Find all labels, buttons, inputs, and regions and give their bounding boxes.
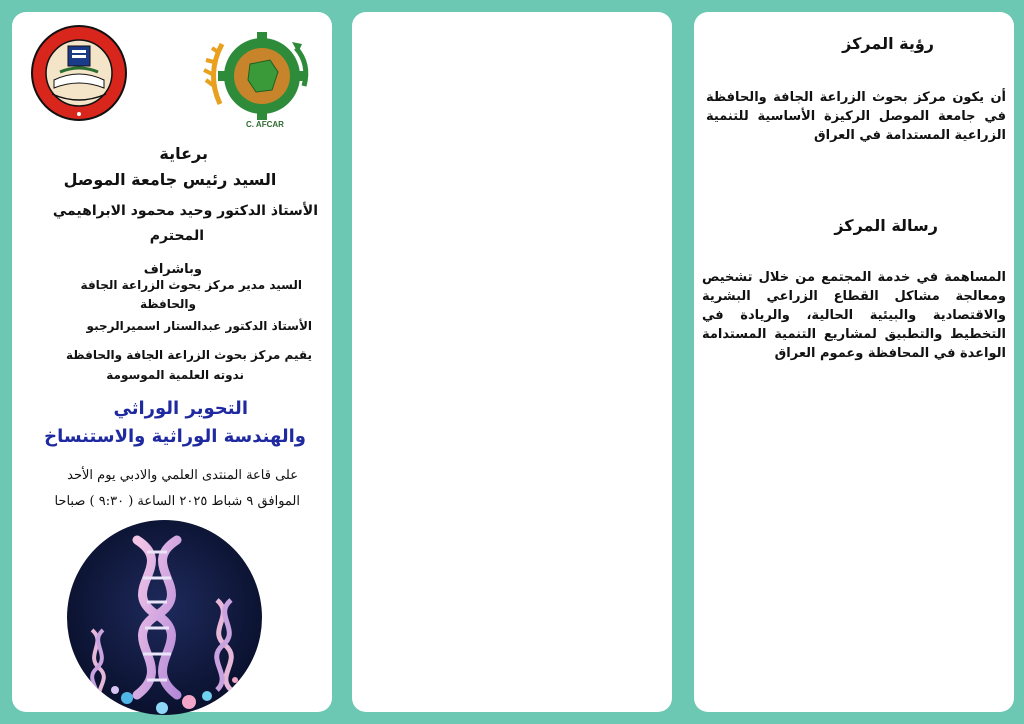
university-mosul-logo: [30, 24, 128, 126]
director-title-line-1: السيد مدير مركز بحوث الزراعة الجافة: [80, 278, 302, 292]
right-panel: [694, 12, 1014, 712]
left-panel: [12, 12, 332, 712]
president-line: السيد رئيس جامعة الموصل: [63, 170, 277, 189]
seminar-title-line-2: والهندسة الوراثية والاستنساخ: [44, 426, 306, 447]
afcar-logo-label: C. AFCAR: [246, 120, 284, 129]
seminar-title-line-1: التحوير الوراثي: [113, 398, 248, 419]
vision-text: أن يكون مركز بحوث الزراعة الجافة والحافظة في جامعة الموصل الركيزة الأساسية للتنمية الزراعية المستدامة في العراق: [706, 90, 1006, 143]
director-name: الأستاذ الدكتور عبدالستار اسميرالرجبو: [86, 319, 312, 333]
date-line: الموافق ٩ شباط ٢٠٢٥ الساعة ( ٩:٣٠ ) صباحا: [54, 494, 300, 509]
patronage-label: برعاية: [159, 144, 208, 163]
vision-title: رؤية المركز: [842, 34, 934, 53]
organizer-line-1: يقيم مركز بحوث الزراعة الجافة والحافظة: [66, 348, 312, 362]
organizer-line-2: ندوته العلمية الموسومة: [106, 368, 244, 382]
dna-helix-image: [67, 520, 262, 715]
venue-line: على قاعة المنتدى العلمي والادبي يوم الأحد: [67, 468, 298, 483]
president-name: الأستاذ الدكتور وحيد محمود الابراهيمي: [52, 203, 318, 219]
middle-panel: [352, 12, 672, 712]
supervision-label: وباشراف: [143, 262, 202, 277]
mission-title: رسالة المركز: [834, 216, 938, 235]
director-title-line-2: والحافظة: [139, 297, 196, 311]
afcar-center-logo: [200, 24, 316, 132]
honorific: المحترم: [149, 228, 204, 244]
mission-text: المساهمة في خدمة المجتمع من خلال تشخيص ومعالجة مشاكل القطاع الزراعي البشرية والاقتصادية والبيئية الحالية، والريادة في التخطيط والتطبيق لمشاريع التنمية المستدامة الواعدة في المحافظة وعموم العراق: [702, 270, 1006, 361]
